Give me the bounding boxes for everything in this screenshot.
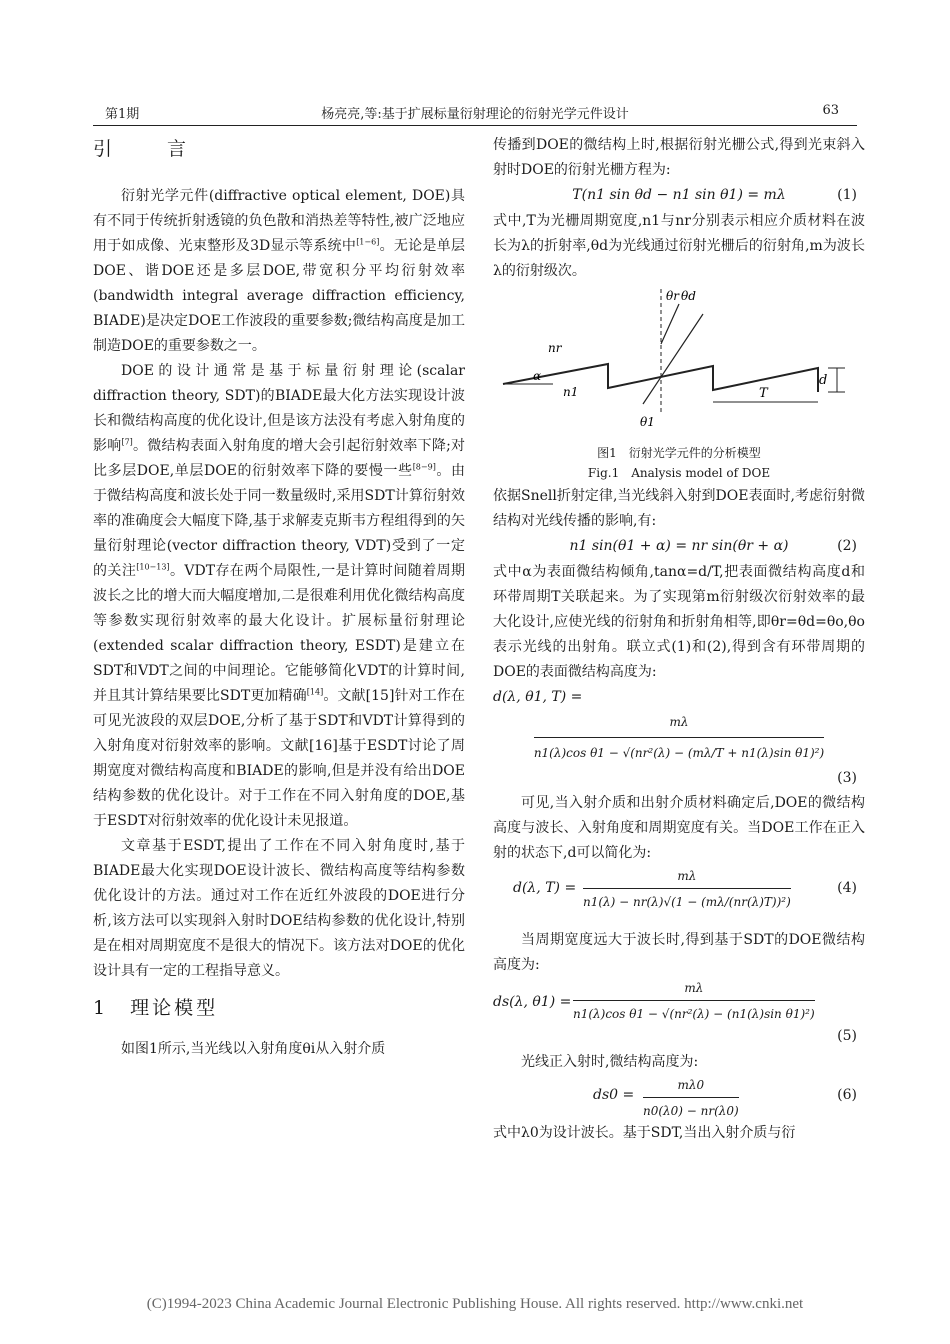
label-d: d: [819, 373, 828, 388]
paragraph: 如图1所示,当光线以入射角度θi从入射介质: [121, 1041, 386, 1057]
section-heading-theory: 1 理论模型: [93, 997, 219, 1019]
label-T: T: [759, 386, 768, 401]
citation: [1−6]: [356, 237, 380, 247]
copyright-footer: (C)1994-2023 China Academic Journal Electronic Publishing House. All rights reserved. http://www.cnki.net: [146, 1296, 804, 1312]
paragraph: 式中,T为光栅周期宽度,n1与nr分别表示相应介质材料在波长为λ的折射率,θd为光线通过衍射光栅后的衍射角,m为波长λ的衍射级次。: [493, 213, 865, 279]
issue-number: 第1期: [105, 107, 140, 122]
page-number: 63: [822, 103, 839, 118]
running-title: 杨亮亮,等:基于扩展标量衍射理论的衍射光学元件设计: [321, 107, 629, 122]
citation: [7]: [121, 437, 133, 447]
doe-diagram: [493, 284, 865, 434]
paragraph: 光线正入射时,微结构高度为:: [521, 1054, 699, 1070]
equation-2: n1 sin(θ1 + α) = nr sin(θr + α) (2): [493, 534, 865, 560]
paragraph: 传播到DOE的微结构上时,根据衍射光栅公式,得到光束斜入射时DOE的衍射光栅方程为:: [493, 137, 865, 178]
label-nr: nr: [548, 341, 562, 355]
figure-1: [493, 284, 865, 484]
equation-6: ds0 = $\frac{m\lambda 0}{n0(\lambda 0) - nr(\lambda 0)}$ (6): [493, 1075, 865, 1121]
equation-4: d(λ, T) = $\frac{m\lambda}{\text{n1(λ) − nr(λ)√(1 − (mλ/(nr(λ)T))²)}}$ (4): [493, 866, 865, 928]
citation: [10−13]: [136, 562, 170, 572]
section-heading-intro: 引 言: [93, 138, 205, 160]
equation-number: (4): [837, 880, 857, 896]
equation-number: (1): [837, 187, 857, 203]
paragraph: DOE的设计通常是基于标量衍射理论(scalar diffraction theory, SDT)的BIADE最大化方法实现设计波长和微结构高度的优化设计,但是该方法没有考虑入射角度的影响[7]。微结构表面入射角度的增大会引起衍射效率下降;对比多层DOE,单层DOE的衍射效率下降的要慢一些[8−9]。由于微结构高度和波长处于同一数量级时,采用SDT计算衍射效率的准确度会大幅度下降,基于求解麦克斯韦方程组得到的矢量衍射理论(vector diffraction theory, VDT)受到了一定的关注[10−13]。VDT存在两个局限性,一是计算时间随着周期波长之比的增大而大幅度增加,二是很难利用优化微结构高度等参数实现衍射效率的最大化设计。扩展标量衍射理论(extended scalar diffraction theory, ESDT)是建立在SDT和VDT之间的中间理论。它能够简化VDT的计算时间,并且其计算结果要比SDT更加精确[14]。文献[15]针对工作在可见光波段的双层DOE,分析了基于SDT和VDT计算得到的入射角度对衍射效率的影响。文献[16]基于ESDT讨论了周期宽度对微结构高度和BIADE的影响,但是并没有给出DOE结构参数的优化设计。对于工作在不同入射角度的DOE,基于ESDT对衍射效率的优化设计未见报道。: [93, 363, 466, 829]
running-header: [93, 103, 857, 126]
paragraph: 可见,当入射介质和出射介质材料确定后,DOE的微结构高度与波长、入射角度和周期宽度有关。当DOE工作在正入射的状态下,d可以简化为:: [493, 795, 865, 861]
equation-number: (5): [837, 1028, 857, 1044]
paragraph: 依据Snell折射定律,当光线斜入射到DOE表面时,考虑衍射微结构对光线传播的影响,有:: [493, 488, 865, 529]
paragraph: 衍射光学元件(diffractive optical element, DOE)具有不同于传统折射透镜的负色散和消热差等特性,被广泛地应用于如成像、光束整形及3D显示等系统中[1−6]。无论是单层DOE、谐DOE还是多层DOE,带宽积分平均衍射效率(bandwidth integral average diffraction efficiency, BIADE)是决定DOE工作波段的重要参数;微结构高度是加工制造DOE的重要参数之一。: [93, 188, 465, 354]
paragraph: 文章基于ESDT,提出了工作在不同入射角度时,基于BIADE最大化实现DOE设计波长、微结构高度等结构参数优化设计的方法。通过对工作在近红外波段的DOE进行分析,该方法可以实现斜入射时DOE结构参数的优化设计,特别是在相对周期宽度不是很大的情况下。该方法对DOE的优化设计具有一定的工程指导意义。: [93, 838, 465, 979]
label-n1: n1: [563, 385, 579, 399]
paragraph: 式中α为表面微结构倾角,tanα=d/T,把表面微结构高度d和环带周期T关联起来。为了实现第m衍射级次衍射效率的最大化设计,应使光线的衍射角和折射角相等,即θr=θd=θo,θo表示光线的出射角。联立式(1)和(2),得到含有环带周期的DOE的表面微结构高度为:: [493, 564, 865, 680]
equation-3: d(λ, θ1, T) = $\frac{m\lambda}{\text{n1(λ)cos θ1 − √(nr²(λ) − (mλ/T + n1(λ)sin θ1)²)}}$ (3): [493, 685, 865, 791]
right-column: [493, 133, 865, 1146]
label-thetad: θd: [681, 289, 696, 303]
citation: [14]: [306, 687, 324, 697]
equation-number: (2): [837, 538, 857, 554]
equation-1: T(n1 sin θd − n1 sin θ1) = mλ (1): [493, 183, 865, 209]
paragraph: 当周期宽度远大于波长时,得到基于SDT的DOE微结构高度为:: [493, 932, 865, 973]
label-thetar: θr: [666, 289, 679, 303]
paragraph: 式中λ0为设计波长。基于SDT,当出入射介质与衍: [493, 1125, 796, 1141]
figure-caption-cn: 图1 衍射光学元件的分析模型: [597, 446, 761, 460]
figure-caption-en: Fig.1 Analysis model of DOE: [587, 466, 771, 480]
label-alpha: α: [533, 369, 542, 383]
left-column: [93, 133, 465, 1062]
label-theta1: θ1: [640, 415, 655, 429]
equation-number: (6): [837, 1087, 857, 1103]
equation-number: (3): [837, 770, 857, 786]
citation: [8−9]: [412, 462, 436, 472]
equation-5: ds(λ, θ1) = $\frac{m\lambda}{\text{n1(λ)cos θ1 − √(nr²(λ) − (n1(λ)sin θ1)²)}}$ (5): [493, 978, 865, 1050]
